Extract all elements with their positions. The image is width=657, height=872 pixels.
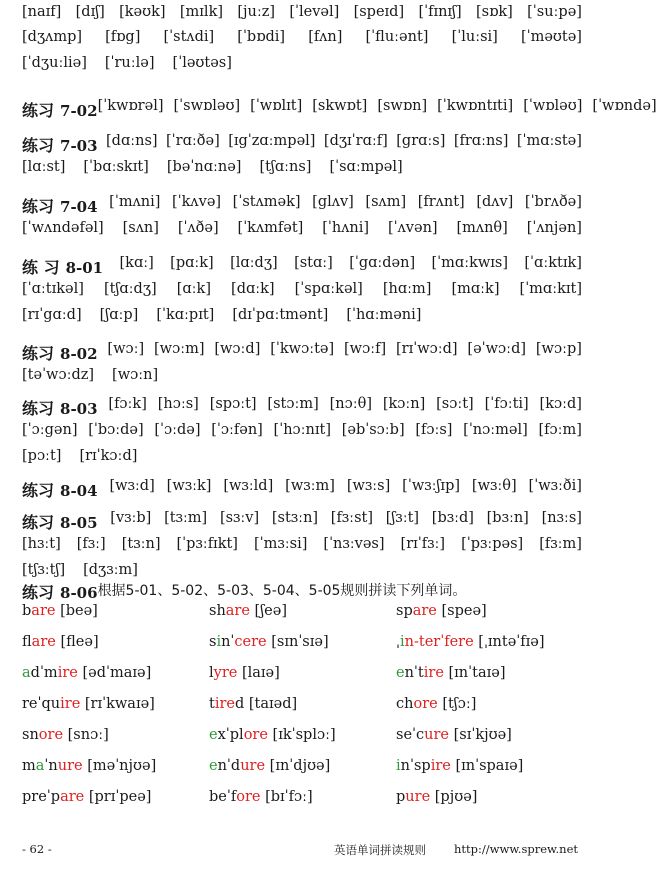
ipa-word: [kɔːn] xyxy=(382,396,426,412)
ipa-word: [ˈwɒləʊ] xyxy=(523,98,583,114)
ipa-row xyxy=(22,29,582,45)
word-text: m xyxy=(22,758,36,774)
spelling-word xyxy=(396,603,582,634)
spelling-word xyxy=(396,634,582,665)
exercise-8-04 xyxy=(22,478,582,501)
spelling-word xyxy=(22,789,209,820)
ipa-word: [hɔːs] xyxy=(157,396,199,412)
ipa-word: [ˈɔːfən] xyxy=(211,422,263,438)
exercise-7-03 xyxy=(22,133,582,156)
ipa-row xyxy=(22,562,582,578)
ipa-word: [wɜːm] xyxy=(285,478,335,494)
highlighted-letters: ˈfere xyxy=(440,634,474,650)
ipa-word: [sʌm] xyxy=(365,194,407,210)
ipa-word: [rɪˈfɜː] xyxy=(400,536,446,552)
word-text: d [taɪəd] xyxy=(234,696,298,712)
ipa-word: [əˈwɔːd] xyxy=(467,341,527,357)
ipa-word: [ˈluːsi] xyxy=(451,29,498,45)
highlighted-letters: ore xyxy=(236,789,261,805)
ipa-word: [pɔːt] xyxy=(22,448,62,464)
word-text: t xyxy=(209,696,215,712)
exercise-label: 练习 7-03 xyxy=(22,136,98,155)
exercise-label: 练习 7-02 xyxy=(22,101,98,120)
ipa-word: [swɒn] xyxy=(377,98,428,114)
exercise-8-01 xyxy=(22,255,582,278)
ipa-word: [ˈpɜːfɪkt] xyxy=(176,536,238,552)
ipa-word: [wɔːn] xyxy=(112,367,159,383)
highlighted-letters: e xyxy=(396,665,405,681)
ipa-word: [ˈgɑːdən] xyxy=(349,255,416,271)
ipa-word: [wɜːld] xyxy=(223,478,274,494)
ipa-word: [skwɒt] xyxy=(312,98,368,114)
spelling-word xyxy=(209,603,396,634)
spelling-word xyxy=(22,727,209,758)
ipa-word: [ˈrɑːðə] xyxy=(166,133,220,149)
spelling-word xyxy=(209,665,396,696)
highlighted-letters: ire xyxy=(423,665,444,681)
exercise-8-02 xyxy=(22,341,582,364)
ipa-word: [ˈwʌndəfəl] xyxy=(22,220,104,236)
highlighted-letters: e xyxy=(209,758,218,774)
ipa-word: [speɪd] xyxy=(353,4,405,20)
spelling-word xyxy=(209,758,396,789)
ipa-word: [dʒɪˈrɑːf] xyxy=(323,133,388,149)
ipa-word: [ˈpɜːpəs] xyxy=(461,536,524,552)
ipa-word: [spɔːt] xyxy=(209,396,257,412)
spelling-word xyxy=(22,634,209,665)
ipa-word: [rɪˈwɔːd] xyxy=(395,341,458,357)
book-title: 英语单词拼读规则 xyxy=(334,843,426,857)
ipa-word: [ˈɑːtɪkəl] xyxy=(22,281,84,297)
ipa-word: [dɪʃ] xyxy=(75,4,105,20)
ipa-word: [vɜːb] xyxy=(110,510,152,526)
exercise-label: 练习 8-06 xyxy=(22,583,98,602)
ipa-word: [hɜːt] xyxy=(22,536,61,552)
ipa-word: [wɔːd] xyxy=(214,341,261,357)
word-text: [ɪnˈspaɪə] xyxy=(450,758,524,774)
ipa-word: [mʌnθ] xyxy=(456,220,508,236)
spelling-word xyxy=(396,727,582,758)
highlighted-letters: ore xyxy=(38,727,64,743)
highlighted-letters: are xyxy=(225,603,250,619)
word-text: nˈt xyxy=(404,665,424,681)
word-text: [ɪnˈdjʊə] xyxy=(265,758,331,774)
exercise-label: 练习 8-02 xyxy=(22,344,98,363)
word-text: seˈc xyxy=(396,727,425,743)
ipa-word: [ˈmʌni] xyxy=(109,194,161,210)
spelling-word xyxy=(396,789,582,820)
word-text: [bɪˈfɔː] xyxy=(260,789,313,805)
highlighted-letters: are xyxy=(31,603,56,619)
spelling-word xyxy=(22,665,209,696)
word-text: [fleə] xyxy=(55,634,99,650)
ipa-word: [ˈɔːdə] xyxy=(154,422,201,438)
ipa-word: [lɑːst] xyxy=(22,159,66,175)
spelling-word xyxy=(22,696,209,727)
word-text: [laɪə] xyxy=(237,665,280,681)
ipa-row xyxy=(22,4,582,20)
ipa-word: [wɜːs] xyxy=(346,478,391,494)
ipa-word: [wɔːf] xyxy=(344,341,387,357)
word-text: s xyxy=(209,634,217,650)
ipa-row xyxy=(22,422,582,438)
ipa-word: [ʃɜːt] xyxy=(385,510,420,526)
exercise-8-05 xyxy=(22,510,582,533)
exercise-label: 练习 7-04 xyxy=(22,197,98,216)
ipa-word: [naɪf] xyxy=(22,4,62,20)
spelling-word xyxy=(396,758,582,789)
page-footer xyxy=(22,842,578,858)
page-number: - 62 - xyxy=(22,842,52,856)
spelling-word xyxy=(22,758,209,789)
word-text: [snɔː] xyxy=(63,727,109,743)
ipa-word: [sɔːt] xyxy=(436,396,474,412)
ipa-word: [ʃɑːp] xyxy=(99,307,139,323)
ipa-word: [dɪˈpɑːtmənt] xyxy=(232,307,329,323)
ipa-word: [ˈmɑːkɪt] xyxy=(519,281,582,297)
ipa-word: [fɔːs] xyxy=(415,422,453,438)
ipa-word: [tʃɑːns] xyxy=(259,159,312,175)
footer-url: http://www.sprew.net xyxy=(454,842,578,856)
highlighted-letters: ure xyxy=(240,758,266,774)
word-text: [ɪkˈsplɔː] xyxy=(267,727,336,743)
highlighted-letters: i xyxy=(396,758,401,774)
exercise-label: 练 习 8-01 xyxy=(22,258,104,277)
ipa-word: [dɑːns] xyxy=(106,133,158,149)
spelling-word xyxy=(209,696,396,727)
ipa-word: [ˈmɜːsi] xyxy=(253,536,308,552)
word-text: nˈ xyxy=(221,634,235,650)
ipa-word: [dʒʌmp] xyxy=(22,29,83,45)
ipa-word: [ˈstʌdi] xyxy=(163,29,215,45)
ipa-word: [nɜːs] xyxy=(541,510,582,526)
ipa-word: [ˈkʌmfət] xyxy=(237,220,304,236)
ipa-word: [frɑːns] xyxy=(453,133,509,149)
word-text: [ʃeə] xyxy=(249,603,287,619)
ipa-word: [ˈɔːgən] xyxy=(22,422,78,438)
highlighted-letters: ire xyxy=(60,696,81,712)
word-text: [speə] xyxy=(436,603,487,619)
highlighted-letters: ire xyxy=(57,665,78,681)
ipa-word: [wɜːθ] xyxy=(471,478,517,494)
ipa-word: [fɔːk] xyxy=(108,396,147,412)
highlighted-letters: are xyxy=(60,789,85,805)
ipa-word: [ˈnɜːvəs] xyxy=(323,536,385,552)
word-text: sn xyxy=(22,727,39,743)
highlighted-letters: e xyxy=(209,727,218,743)
ipa-word: [ˈwɒlɪt] xyxy=(250,98,303,114)
spelling-word xyxy=(209,727,396,758)
ipa-row xyxy=(22,307,582,323)
ipa-word: [rɪˈgɑːd] xyxy=(22,307,82,323)
word-text: ˌ xyxy=(396,634,400,650)
highlighted-letters: ire xyxy=(430,758,451,774)
word-text: sp xyxy=(396,603,413,619)
ipa-word: [fɜːst] xyxy=(330,510,373,526)
exercise-label: 练习 8-03 xyxy=(22,399,98,418)
word-text: l xyxy=(209,665,214,681)
ipa-word: [ˈfɪnɪʃ] xyxy=(418,4,462,20)
ipa-word: [ˈbɒdi] xyxy=(237,29,286,45)
ipa-word: [tʃɑːdʒ] xyxy=(103,281,157,297)
ipa-word: [ˈkɑːpɪt] xyxy=(156,307,215,323)
highlighted-letters: i xyxy=(216,634,222,650)
ipa-word: [ˈhɑːməni] xyxy=(346,307,422,323)
ipa-word: [ˈʌnjən] xyxy=(526,220,582,236)
ipa-word: [fɒg] xyxy=(105,29,141,45)
word-text: b xyxy=(22,603,32,619)
ipa-word: [ˈfluːənt] xyxy=(365,29,429,45)
highlighted-letters: n-ter xyxy=(404,634,441,650)
spelling-word xyxy=(396,696,582,727)
spelling-word xyxy=(209,789,396,820)
highlighted-letters: ure xyxy=(57,758,83,774)
ipa-word: [ˈhʌni] xyxy=(322,220,370,236)
ipa-word: [glʌv] xyxy=(312,194,354,210)
ipa-word: [nɔːθ] xyxy=(329,396,372,412)
exercise-label: 练习 8-04 xyxy=(22,481,98,500)
word-text: ch xyxy=(396,696,414,712)
ipa-word: [ɑːk] xyxy=(176,281,211,297)
word-text: p xyxy=(396,789,406,805)
ipa-word: [bəˈnɑːnə] xyxy=(166,159,242,175)
word-text: nˈd xyxy=(217,758,241,774)
ipa-word: [stɑː] xyxy=(294,255,333,271)
word-text: [prɪˈpeə] xyxy=(84,789,152,805)
ipa-word: [ˈruːlə] xyxy=(104,55,155,71)
ipa-word: [fɜːm] xyxy=(539,536,582,552)
ipa-word: [ˈkʌvə] xyxy=(172,194,222,210)
ipa-word: [ˈkwɒrəl] xyxy=(97,98,164,114)
ipa-word: [lɑːdʒ] xyxy=(230,255,278,271)
highlighted-letters: a xyxy=(35,758,45,774)
ipa-row xyxy=(22,281,582,297)
ipa-word: [rɪˈkɔːd] xyxy=(79,448,138,464)
highlighted-letters: are xyxy=(31,634,56,650)
ipa-row xyxy=(22,536,582,552)
highlighted-letters: ore xyxy=(413,696,438,712)
exercise-instruction: 根据5-01、5-02、5-03、5-04、5-05规则拼读下列单词。 xyxy=(97,583,467,599)
word-text: [ədˈmaɪə] xyxy=(77,665,152,681)
ipa-word: [ˈbɔːdə] xyxy=(88,422,144,438)
highlighted-letters: i xyxy=(400,634,405,650)
ipa-word: [ˈswɒləʊ] xyxy=(173,98,241,114)
ipa-word: [təˈwɔːdz] xyxy=(22,367,95,383)
ipa-word: [ˈdʒuːliə] xyxy=(22,55,87,71)
ipa-word: [wɜːd] xyxy=(109,478,155,494)
ipa-word: [sɜːv] xyxy=(219,510,260,526)
ipa-word: [frʌnt] xyxy=(417,194,465,210)
ipa-word: [ˈʌvən] xyxy=(387,220,438,236)
exercise-8-06 xyxy=(22,580,582,603)
ipa-word: [ˈʌðə] xyxy=(177,220,219,236)
ipa-row xyxy=(22,448,582,464)
ipa-word: [ˈmɑːkwɪs] xyxy=(431,255,509,271)
ipa-word: [tɜːn] xyxy=(121,536,161,552)
ipa-word: [tʃɜːtʃ] xyxy=(22,562,66,578)
ipa-word: [fɜː] xyxy=(76,536,106,552)
ipa-word: [dʒɜːm] xyxy=(83,562,138,578)
ipa-word: [sʌn] xyxy=(122,220,159,236)
ipa-word: [wɔːp] xyxy=(535,341,582,357)
highlighted-letters: ire xyxy=(214,696,235,712)
ipa-word: [ˈkwɒntɪti] xyxy=(437,98,514,114)
word-text: dˈm xyxy=(30,665,58,681)
word-text: sh xyxy=(209,603,226,619)
exercise-7-04 xyxy=(22,194,582,217)
ipa-row xyxy=(22,55,582,71)
ipa-word: [ˈwɒndə] xyxy=(592,98,657,114)
ipa-word: [hɑːm] xyxy=(382,281,432,297)
ipa-word: [mɑːk] xyxy=(451,281,500,297)
ipa-word: [fɔːm] xyxy=(538,422,582,438)
spelling-word xyxy=(209,634,396,665)
ipa-word: [wɔː] xyxy=(107,341,145,357)
ipa-word: [pɑːk] xyxy=(170,255,214,271)
word-text: [sɪnˈsɪə] xyxy=(266,634,329,650)
ipa-word: [ˈləʊtəs] xyxy=(172,55,232,71)
ipa-word: [kɑː] xyxy=(119,255,154,271)
ipa-word: [grɑːs] xyxy=(396,133,446,149)
highlighted-letters: ure xyxy=(424,727,449,743)
ipa-word: [ˈwɜːði] xyxy=(528,478,582,494)
exercise-8-03 xyxy=(22,396,582,419)
ipa-word: [əbˈsɔːb] xyxy=(341,422,405,438)
ipa-word: [mɪlk] xyxy=(179,4,224,20)
ipa-word: [kəʊk] xyxy=(119,4,166,20)
ipa-word: [kɔːd] xyxy=(539,396,582,412)
ipa-word: [ˈwɜːʃɪp] xyxy=(402,478,461,494)
word-text: reˈqu xyxy=(22,696,61,712)
highlighted-letters: cere xyxy=(234,634,267,650)
word-text: [tʃɔː] xyxy=(437,696,477,712)
ipa-word: [ˈspɑːkəl] xyxy=(294,281,363,297)
highlighted-letters: ure xyxy=(405,789,431,805)
word-text: xˈpl xyxy=(217,727,244,743)
word-text: [məˈnjʊə] xyxy=(82,758,157,774)
highlighted-letters: ore xyxy=(243,727,268,743)
ipa-word: [stɔːm] xyxy=(267,396,319,412)
word-text: [ˌɪntəˈfɪə] xyxy=(473,634,545,650)
word-text: [pjʊə] xyxy=(430,789,478,805)
ipa-word: [ˈkwɔːtə] xyxy=(270,341,335,357)
ipa-word: [ˈməʊtə] xyxy=(520,29,582,45)
ipa-word: [bɜːn] xyxy=(486,510,529,526)
ipa-word: [ˈhɔːnɪt] xyxy=(273,422,331,438)
ipa-row xyxy=(22,159,582,175)
ipa-word: [fʌn] xyxy=(308,29,343,45)
word-text: [ɪnˈtaɪə] xyxy=(443,665,506,681)
spelling-word xyxy=(396,665,582,696)
word-grid xyxy=(22,603,582,820)
ipa-word: [sɒk] xyxy=(475,4,513,20)
word-text: nˈsp xyxy=(400,758,431,774)
ipa-word: [ˈnɔːməl] xyxy=(463,422,528,438)
word-text: [rɪˈkwaɪə] xyxy=(80,696,155,712)
highlighted-letters: are xyxy=(412,603,437,619)
word-text: beˈf xyxy=(209,789,237,805)
ipa-word: [ˈsuːpə] xyxy=(527,4,582,20)
ipa-word: [ˈbɑːskɪt] xyxy=(83,159,149,175)
ipa-word: [dʌv] xyxy=(476,194,514,210)
ipa-word: [ˈɑːktɪk] xyxy=(524,255,582,271)
word-text: ˈn xyxy=(44,758,58,774)
exercise-label: 练习 8-05 xyxy=(22,513,98,532)
ipa-word: [juːz] xyxy=(237,4,276,20)
exercise-7-02 xyxy=(22,98,657,121)
ipa-word: [ˈsɑːmpəl] xyxy=(329,159,403,175)
ipa-word: [ˈfɔːti] xyxy=(484,396,529,412)
word-text: fl xyxy=(22,634,32,650)
word-text: preˈp xyxy=(22,789,61,805)
ipa-word: [dɑːk] xyxy=(231,281,275,297)
word-text: [sɪˈkjʊə] xyxy=(449,727,512,743)
ipa-word: [tɜːm] xyxy=(164,510,208,526)
ipa-word: [wɜːk] xyxy=(166,478,212,494)
ipa-word: [ɪgˈzɑːmpəl] xyxy=(228,133,316,149)
highlighted-letters: yre xyxy=(213,665,238,681)
word-text: [beə] xyxy=(55,603,98,619)
ipa-word: [ˈmɑːstə] xyxy=(516,133,582,149)
ipa-word: [wɔːm] xyxy=(154,341,205,357)
ipa-word: [ˈbrʌðə] xyxy=(524,194,582,210)
highlighted-letters: a xyxy=(22,665,31,681)
ipa-word: [ˈstʌmək] xyxy=(232,194,301,210)
ipa-word: [ˈlevəl] xyxy=(289,4,340,20)
spelling-word xyxy=(22,603,209,634)
ipa-row xyxy=(22,220,582,236)
ipa-word: [bɜːd] xyxy=(431,510,474,526)
ipa-word: [stɜːn] xyxy=(271,510,319,526)
ipa-row xyxy=(22,367,582,383)
